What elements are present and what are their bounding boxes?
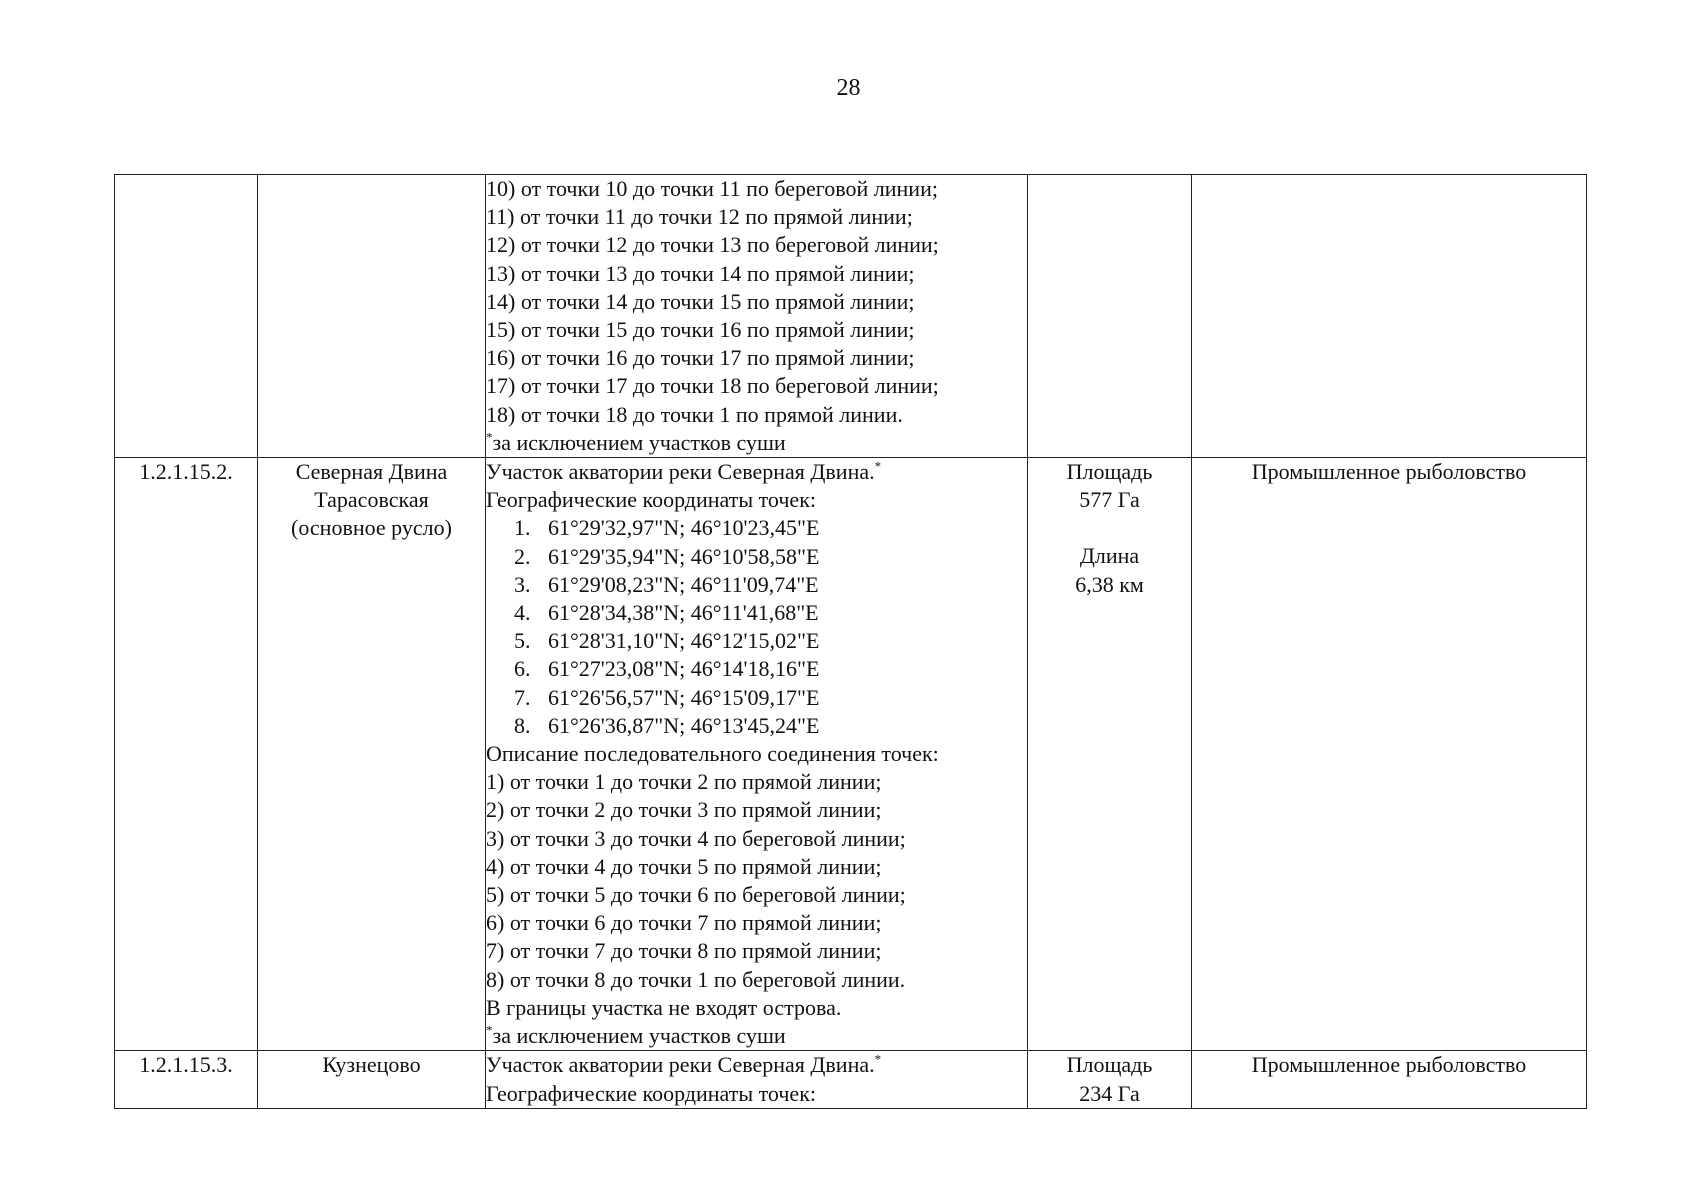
page-number: 28 [836,75,861,101]
description-text: Участок акватории реки Северная Двина. [486,459,875,485]
area-size-line: 234 Га [1079,1080,1140,1106]
description-line [486,486,1027,514]
description-line [486,1080,1027,1108]
description-text: за исключением участков суши [492,429,786,455]
area-size-cell [1028,458,1192,1051]
point-number: 2. [514,543,531,569]
footnote-mark: * [874,1051,882,1067]
description-line [486,1051,1027,1079]
coordinate-point [486,627,1027,655]
description-line [486,458,1027,486]
description-text: 18) от точки 18 до точки 1 по прямой линии. [486,401,903,427]
description-line [486,909,1027,937]
point-coordinates: 61°29'35,94"N; 46°10'58,58"E [548,543,820,569]
area-size-line: Длина [1079,543,1140,569]
area-number: 1.2.1.15.2. [139,459,233,485]
description-line [486,231,1027,259]
area-size-cell [1028,175,1192,458]
area-number: 1.2.1.15.3. [139,1052,233,1078]
usage-type-cell [1192,458,1587,1051]
area-number-cell [115,458,258,1051]
description-line [486,881,1027,909]
description-text: Географические координаты точек: [486,1080,816,1106]
description-text: В границы участка не входят острова. [486,994,842,1020]
area-name-cell [258,458,486,1051]
description-text: 5) от точки 5 до точки 6 по береговой линии; [486,882,906,908]
point-coordinates: 61°27'23,08"N; 46°14'18,16"E [548,656,820,682]
usage-type: Промышленное рыболовство [1251,1052,1527,1078]
description-line [486,937,1027,965]
area-number-cell [115,175,258,458]
description-line [486,853,1027,881]
description-text: 7) от точки 7 до точки 8 по прямой линии; [486,938,882,964]
coordinate-point [486,571,1027,599]
point-coordinates: 61°29'08,23"N; 46°11'09,74"E [548,571,819,597]
coordinate-point [486,599,1027,627]
description-line [486,175,1027,203]
description-line [486,401,1027,429]
description-text: 11) от точки 11 до точки 12 по прямой линии; [486,204,913,230]
point-number: 7. [514,684,531,710]
description-line [486,966,1027,994]
description-line [486,344,1027,372]
area-name-line: Тарасовская [314,487,429,513]
description-line [486,768,1027,796]
usage-type: Промышленное рыболовство [1251,459,1527,485]
point-number: 4. [514,600,531,626]
description-line [486,203,1027,231]
point-number: 5. [514,628,531,654]
description-line [486,316,1027,344]
description-text: 13) от точки 13 до точки 14 по прямой линии; [486,260,915,286]
usage-type-cell [1192,1051,1587,1108]
description-text: 4) от точки 4 до точки 5 по прямой линии; [486,853,882,879]
description-text: 17) от точки 17 до точки 18 по береговой линии; [486,373,939,399]
area-name-cell [258,1051,486,1108]
description-text: 1) от точки 1 до точки 2 по прямой линии; [486,769,882,795]
area-number-cell [115,1051,258,1108]
description-text: Участок акватории реки Северная Двина. [486,1052,875,1078]
point-number: 8. [514,712,531,738]
description-text: Описание последовательного соединения точек: [486,741,939,767]
point-number: 6. [514,656,531,682]
description-text: 12) от точки 12 до точки 13 по береговой линии; [486,232,939,258]
coordinate-point [486,684,1027,712]
description-line [486,372,1027,400]
table-row [115,458,1587,1051]
description-line [486,796,1027,824]
area-description-cell [486,1051,1028,1108]
point-number: 3. [514,571,531,597]
point-number: 1. [514,515,531,541]
area-name-line: (основное русло) [291,515,452,541]
area-size-line: 577 Га [1079,487,1140,513]
point-coordinates: 61°28'34,38"N; 46°11'41,68"E [548,600,819,626]
description-line [486,825,1027,853]
footnote-mark: * [486,1022,493,1038]
area-name-cell [258,175,486,458]
usage-type-cell [1192,175,1587,458]
fishing-areas-table [114,174,1587,1109]
description-line [486,1022,1027,1050]
point-coordinates: 61°26'36,87"N; 46°13'45,24"E [548,712,820,738]
description-text: за исключением участков суши [492,1023,786,1049]
description-text: Географические координаты точек: [486,487,816,513]
footnote-mark: * [874,458,882,474]
area-size-line: 6,38 км [1075,571,1144,597]
description-line [486,740,1027,768]
description-line [486,288,1027,316]
coordinate-point [486,655,1027,683]
description-line [486,260,1027,288]
description-text: 14) от точки 14 до точки 15 по прямой линии; [486,288,915,314]
area-size-cell [1028,1051,1192,1108]
coordinate-point [486,514,1027,542]
area-name-line: Кузнецово [322,1052,421,1078]
description-text: 10) от точки 10 до точки 11 по береговой линии; [486,176,938,201]
description-text: 15) от точки 15 до точки 16 по прямой линии; [486,317,915,343]
description-text: 8) от точки 8 до точки 1 по береговой линии. [486,966,906,992]
spacer [1028,514,1191,542]
point-coordinates: 61°29'32,97"N; 46°10'23,45"E [548,515,820,541]
table-row [115,175,1587,458]
point-coordinates: 61°28'31,10"N; 46°12'15,02"E [548,628,820,654]
coordinate-point [486,543,1027,571]
description-line [486,994,1027,1022]
coordinate-point [486,712,1027,740]
table-body [115,175,1587,1109]
description-line [486,429,1027,457]
description-text: 3) от точки 3 до точки 4 по береговой линии; [486,825,906,851]
description-text: 6) от точки 6 до точки 7 по прямой линии; [486,910,882,936]
area-description-cell [486,458,1028,1051]
area-name-line: Северная Двина [295,459,448,485]
description-text: 16) от точки 16 до точки 17 по прямой линии; [486,345,915,371]
area-size-line: Площадь [1066,459,1153,485]
point-coordinates: 61°26'56,57"N; 46°15'09,17"E [548,684,820,710]
area-size-line: Площадь [1066,1052,1153,1078]
area-description-cell [486,175,1028,458]
table-row [115,1051,1587,1108]
description-text: 2) от точки 2 до точки 3 по прямой линии; [486,797,882,823]
footnote-mark: * [486,429,493,445]
